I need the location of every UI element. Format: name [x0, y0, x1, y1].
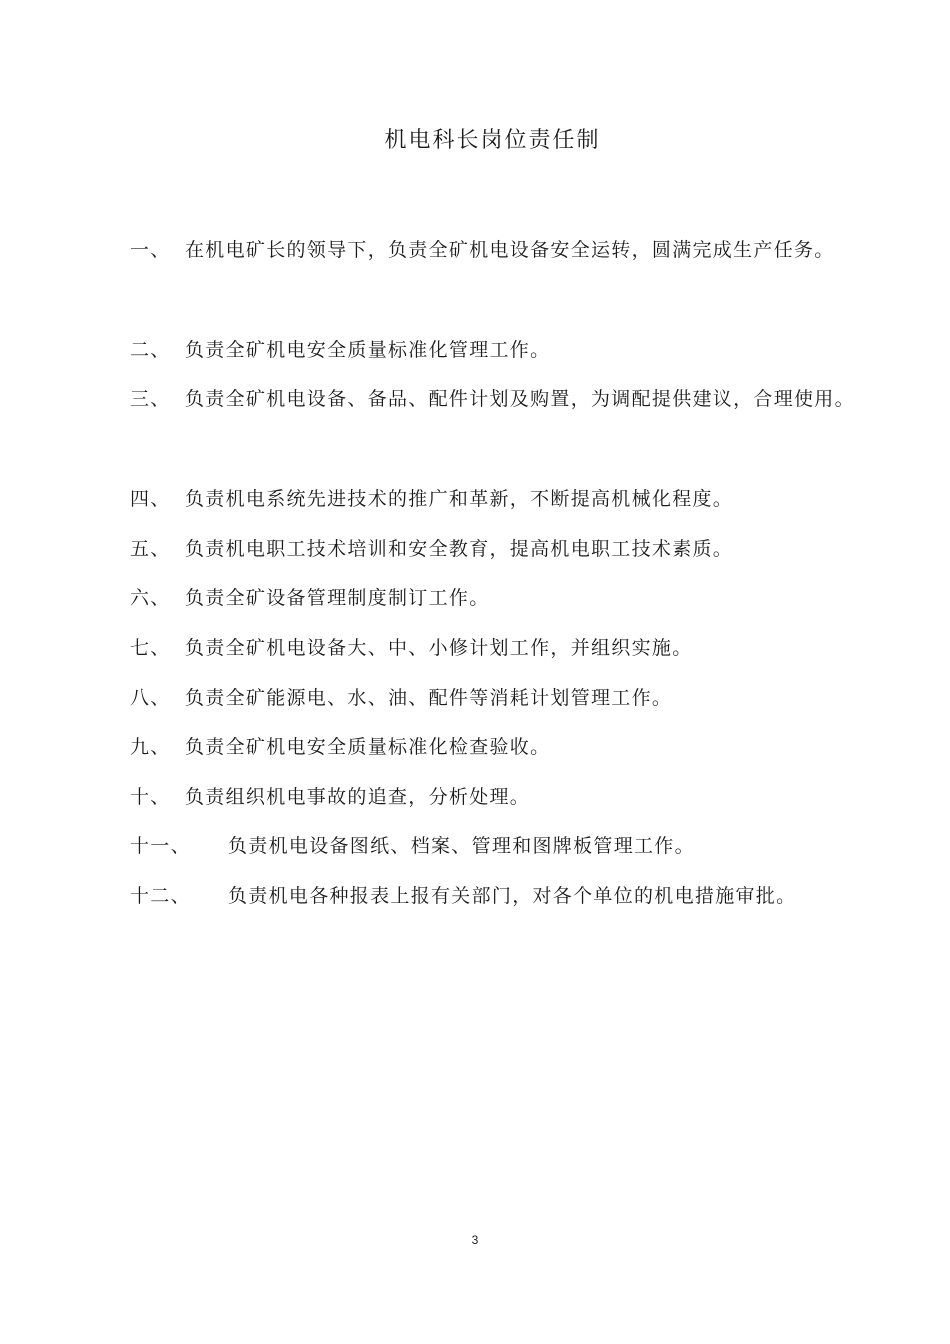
- item-number: 十一、: [130, 835, 191, 857]
- item-text: 负责机电系统先进技术的推广和革新，不断提高机械化程度。: [185, 488, 734, 510]
- item-number: 七、: [130, 637, 171, 659]
- item-text: 负责全矿机电安全质量标准化检查验收。: [185, 736, 551, 758]
- item-number: 四、: [130, 488, 171, 510]
- item-number: 六、: [130, 587, 171, 609]
- item-number: 一、: [130, 239, 171, 261]
- item-text: 负责机电职工技术培训和安全教育，提高机电职工技术素质。: [185, 538, 734, 560]
- item-text: 负责全矿设备管理制度制订工作。: [185, 587, 490, 609]
- item-number: 十、: [130, 786, 171, 808]
- item-text: 在机电矿长的领导下，负责全矿机电设备安全运转，圆满完成生产任务。: [185, 239, 835, 261]
- list-item: [130, 821, 865, 871]
- item-number: 九、: [130, 736, 171, 758]
- list-item: [130, 325, 865, 375]
- item-text: 负责机电设备图纸、档案、管理和图牌板管理工作。: [228, 835, 695, 857]
- list-item: [130, 524, 865, 574]
- item-number: 二、: [130, 339, 171, 361]
- list-item: [130, 623, 865, 673]
- item-number: 十二、: [130, 885, 191, 907]
- page-number: 3: [471, 1233, 479, 1247]
- item-text: 负责全矿机电安全质量标准化管理工作。: [185, 339, 551, 361]
- list-item: [130, 374, 865, 424]
- list-item: [130, 772, 865, 822]
- item-text: 负责全矿机电设备大、中、小修计划工作，并组织实施。: [185, 637, 693, 659]
- item-text: 负责组织机电事故的追查，分析处理。: [185, 786, 531, 808]
- item-number: 五、: [130, 538, 171, 560]
- item-number: 八、: [130, 687, 171, 709]
- list-item: [130, 474, 865, 524]
- item-text: 负责全矿机电设备、备品、配件计划及购置，为调配提供建议，合理使用。: [185, 388, 855, 410]
- list-item: [130, 225, 865, 275]
- list-item: [130, 871, 865, 921]
- list-item: [130, 722, 865, 772]
- item-text: 负责全矿能源电、水、油、配件等消耗计划管理工作。: [185, 687, 673, 709]
- list-item: [130, 573, 865, 623]
- list-item: [130, 673, 865, 723]
- item-text: 负责机电各种报表上报有关部门，对各个单位的机电措施审批。: [228, 885, 797, 907]
- item-number: 三、: [130, 388, 171, 410]
- document-title: 机电科长岗位责任制: [384, 128, 601, 153]
